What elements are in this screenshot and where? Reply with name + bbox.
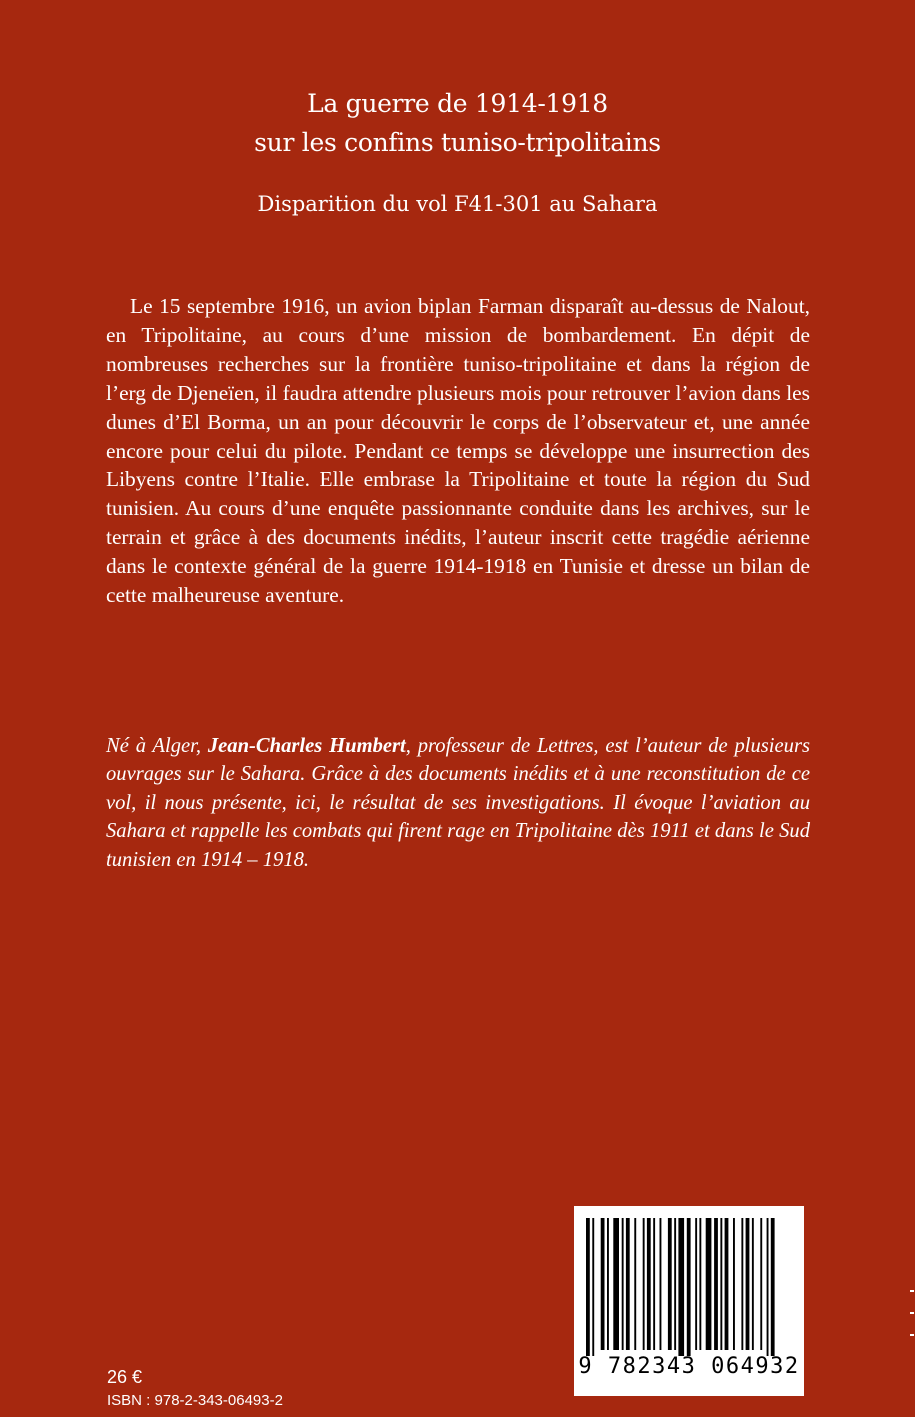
barcode-digits: 9 782343 064932 (578, 1354, 800, 1379)
book-subtitle: Disparition du vol F41-301 au Sahara (257, 192, 658, 216)
barcode-bars-icon (574, 1206, 804, 1356)
book-title-line2: sur les confins tuniso-tripolitains (254, 128, 661, 157)
book-title-line1: La guerre de 1914-1918 (307, 89, 608, 118)
author-bio (106, 732, 810, 874)
summary-paragraph: Le 15 septembre 1916, un avion biplan Farman disparaît au-dessus de Nalout, en Tripolitaine, au cours d’une mission de bombardement. En dépit de nombreuses recherches sur la frontière tuniso-tripolitaine et dans la région de l’erg de Djeneïen, il faudra attendre plusieurs mois pour retrouver l’avion dans les dunes d’El Borma, un an pour découvrir le corps de l’observateur et, une année encore pour celui du pilote. Pendant ce temps se développe une insurrection des Libyens contre l’Italie. Elle embrase la Tripolitaine et toute la région du Sud tunisien. Au cours d’une enquête passionnante conduite dans les archives, sur le terrain et grâce à des documents inédits, l’auteur inscrit cette tragédie aérienne dans le contexte général de la guerre 1914-1918 en Tunisie et dresse un bilan de cette malheureuse aventure. (106, 294, 810, 608)
isbn-label: ISBN : 978-2-343-06493-2 (107, 1392, 283, 1409)
bio-suffix: , professeur de Lettres, est l’auteur de plusieurs ouvrages sur le Sahara. Grâce à des documents inédits et à une reconstitution de ce vol, il nous présente, ici, le résultat de ses investigations. Il évoque l’aviation au Sahara et rappelle les combats qui firent rage en Tripolitaine dès 1911 et dans le Sud tunisien en 1914 – 1918. (106, 735, 810, 871)
spine-edge-mark-icon (904, 1290, 915, 1360)
price-label: 26 € (107, 1367, 143, 1387)
barcode (574, 1206, 804, 1396)
author-name: Jean-Charles Humbert (207, 735, 406, 757)
bio-prefix: Né à Alger, (106, 735, 208, 757)
